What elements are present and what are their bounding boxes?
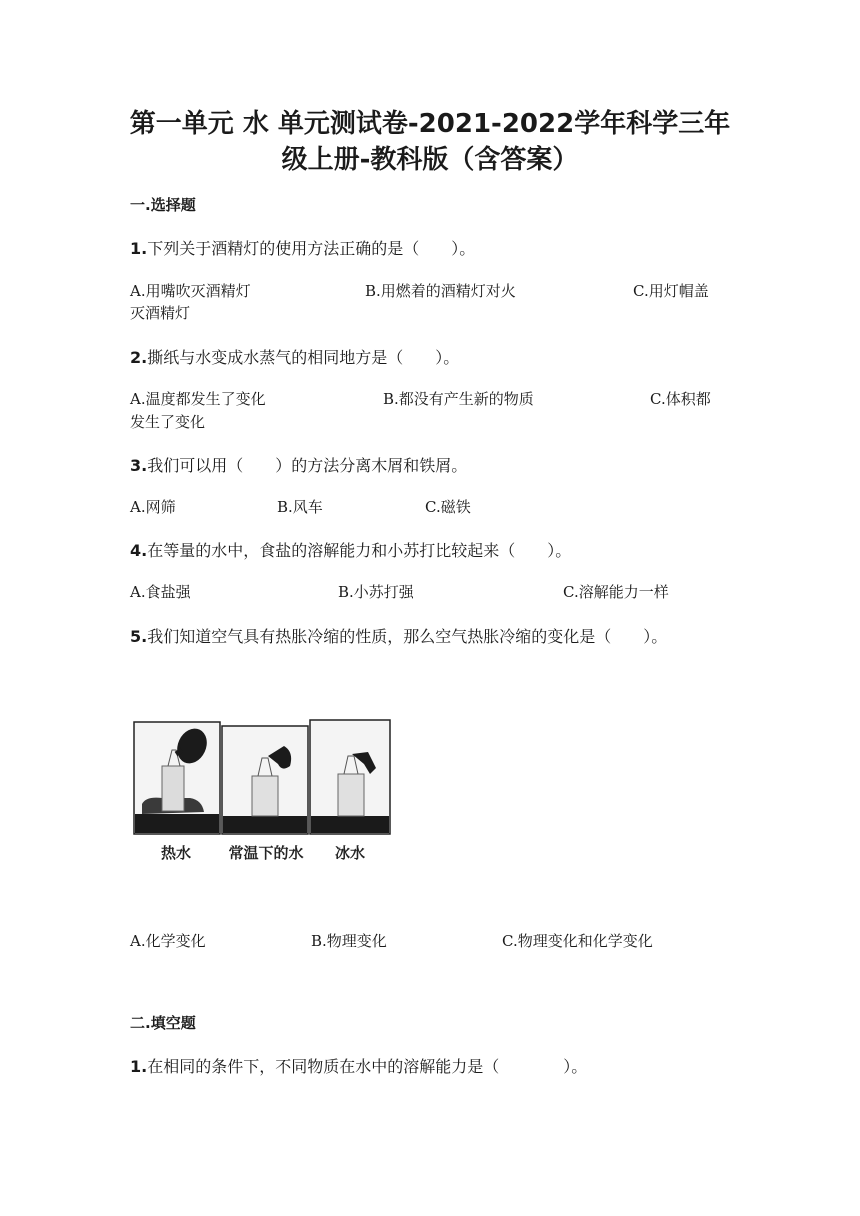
q5-option-c[interactable]: C.物理变化和化学变化 (502, 932, 653, 950)
panel-hot-water (134, 722, 220, 834)
q1-option-a[interactable]: A.用嘴吹灭酒精灯 (130, 282, 251, 300)
question-number: 1. (130, 1057, 148, 1076)
q4-option-b[interactable]: B.小苏打强 (338, 583, 414, 601)
question-text: 在相同的条件下，不同物质在水中的溶解能力是（ ）。 (147, 1057, 588, 1076)
question-number: 2. (130, 348, 148, 367)
q4-option-c[interactable]: C.溶解能力一样 (563, 583, 669, 601)
page-title-line2: 级上册-教科版（含答案） (281, 145, 579, 175)
question-number: 5. (130, 627, 148, 646)
question-text: 下列关于酒精灯的使用方法正确的是（ ）。 (147, 239, 476, 258)
section-heading-choice: 一.选择题 (130, 196, 196, 214)
q3-option-b[interactable]: B.风车 (277, 498, 323, 516)
question-text: 我们知道空气具有热胀冷缩的性质，那么空气热胀冷缩的变化是（ ）。 (147, 627, 668, 646)
section-heading-fill-blank: 二.填空题 (130, 1014, 196, 1032)
q3-option-a[interactable]: A.网筛 (130, 498, 176, 516)
question-4 (130, 538, 571, 561)
question-5 (130, 624, 667, 647)
q3-option-c[interactable]: C.磁铁 (425, 498, 471, 516)
q5-option-b[interactable]: B.物理变化 (311, 932, 387, 950)
caption-room-temp-water: 常温下的水 (228, 844, 304, 862)
q2-option-b[interactable]: B.都没有产生新的物质 (383, 390, 534, 408)
question-text: 在等量的水中，食盐的溶解能力和小苏打比较起来（ ）。 (147, 541, 572, 560)
q5-option-a[interactable]: A.化学变化 (130, 932, 206, 950)
q2-option-c-continued: 发生了变化 (130, 413, 206, 431)
q4-option-a[interactable]: A.食盐强 (130, 583, 191, 601)
question-number: 1. (130, 239, 148, 258)
q1-option-c[interactable]: C.用灯帽盖 (633, 282, 709, 300)
page-title-line1: 第一单元 水 单元测试卷-2021-2022学年科学三年 (129, 109, 731, 139)
caption-ice-water: 冰水 (334, 844, 366, 862)
panel-ice-water (310, 720, 390, 834)
q2-option-a[interactable]: A.温度都发生了变化 (130, 390, 266, 408)
question-3 (130, 453, 467, 476)
question-1 (130, 236, 475, 259)
fill-question-1 (130, 1054, 587, 1077)
question-text: 我们可以用（ ）的方法分离木屑和铁屑。 (147, 456, 468, 475)
q1-option-c-continued: 灭酒精灯 (130, 304, 191, 322)
q2-option-c[interactable]: C.体积都 (650, 390, 711, 408)
question-number: 3. (130, 456, 148, 475)
bottle-balloon-figure (132, 716, 394, 866)
caption-hot-water: 热水 (160, 844, 192, 862)
q1-option-b[interactable]: B.用燃着的酒精灯对火 (365, 282, 516, 300)
question-text: 撕纸与水变成水蒸气的相同地方是（ ）。 (147, 348, 460, 367)
question-number: 4. (130, 541, 148, 560)
question-2 (130, 345, 459, 368)
panel-room-temp-water (222, 726, 308, 834)
